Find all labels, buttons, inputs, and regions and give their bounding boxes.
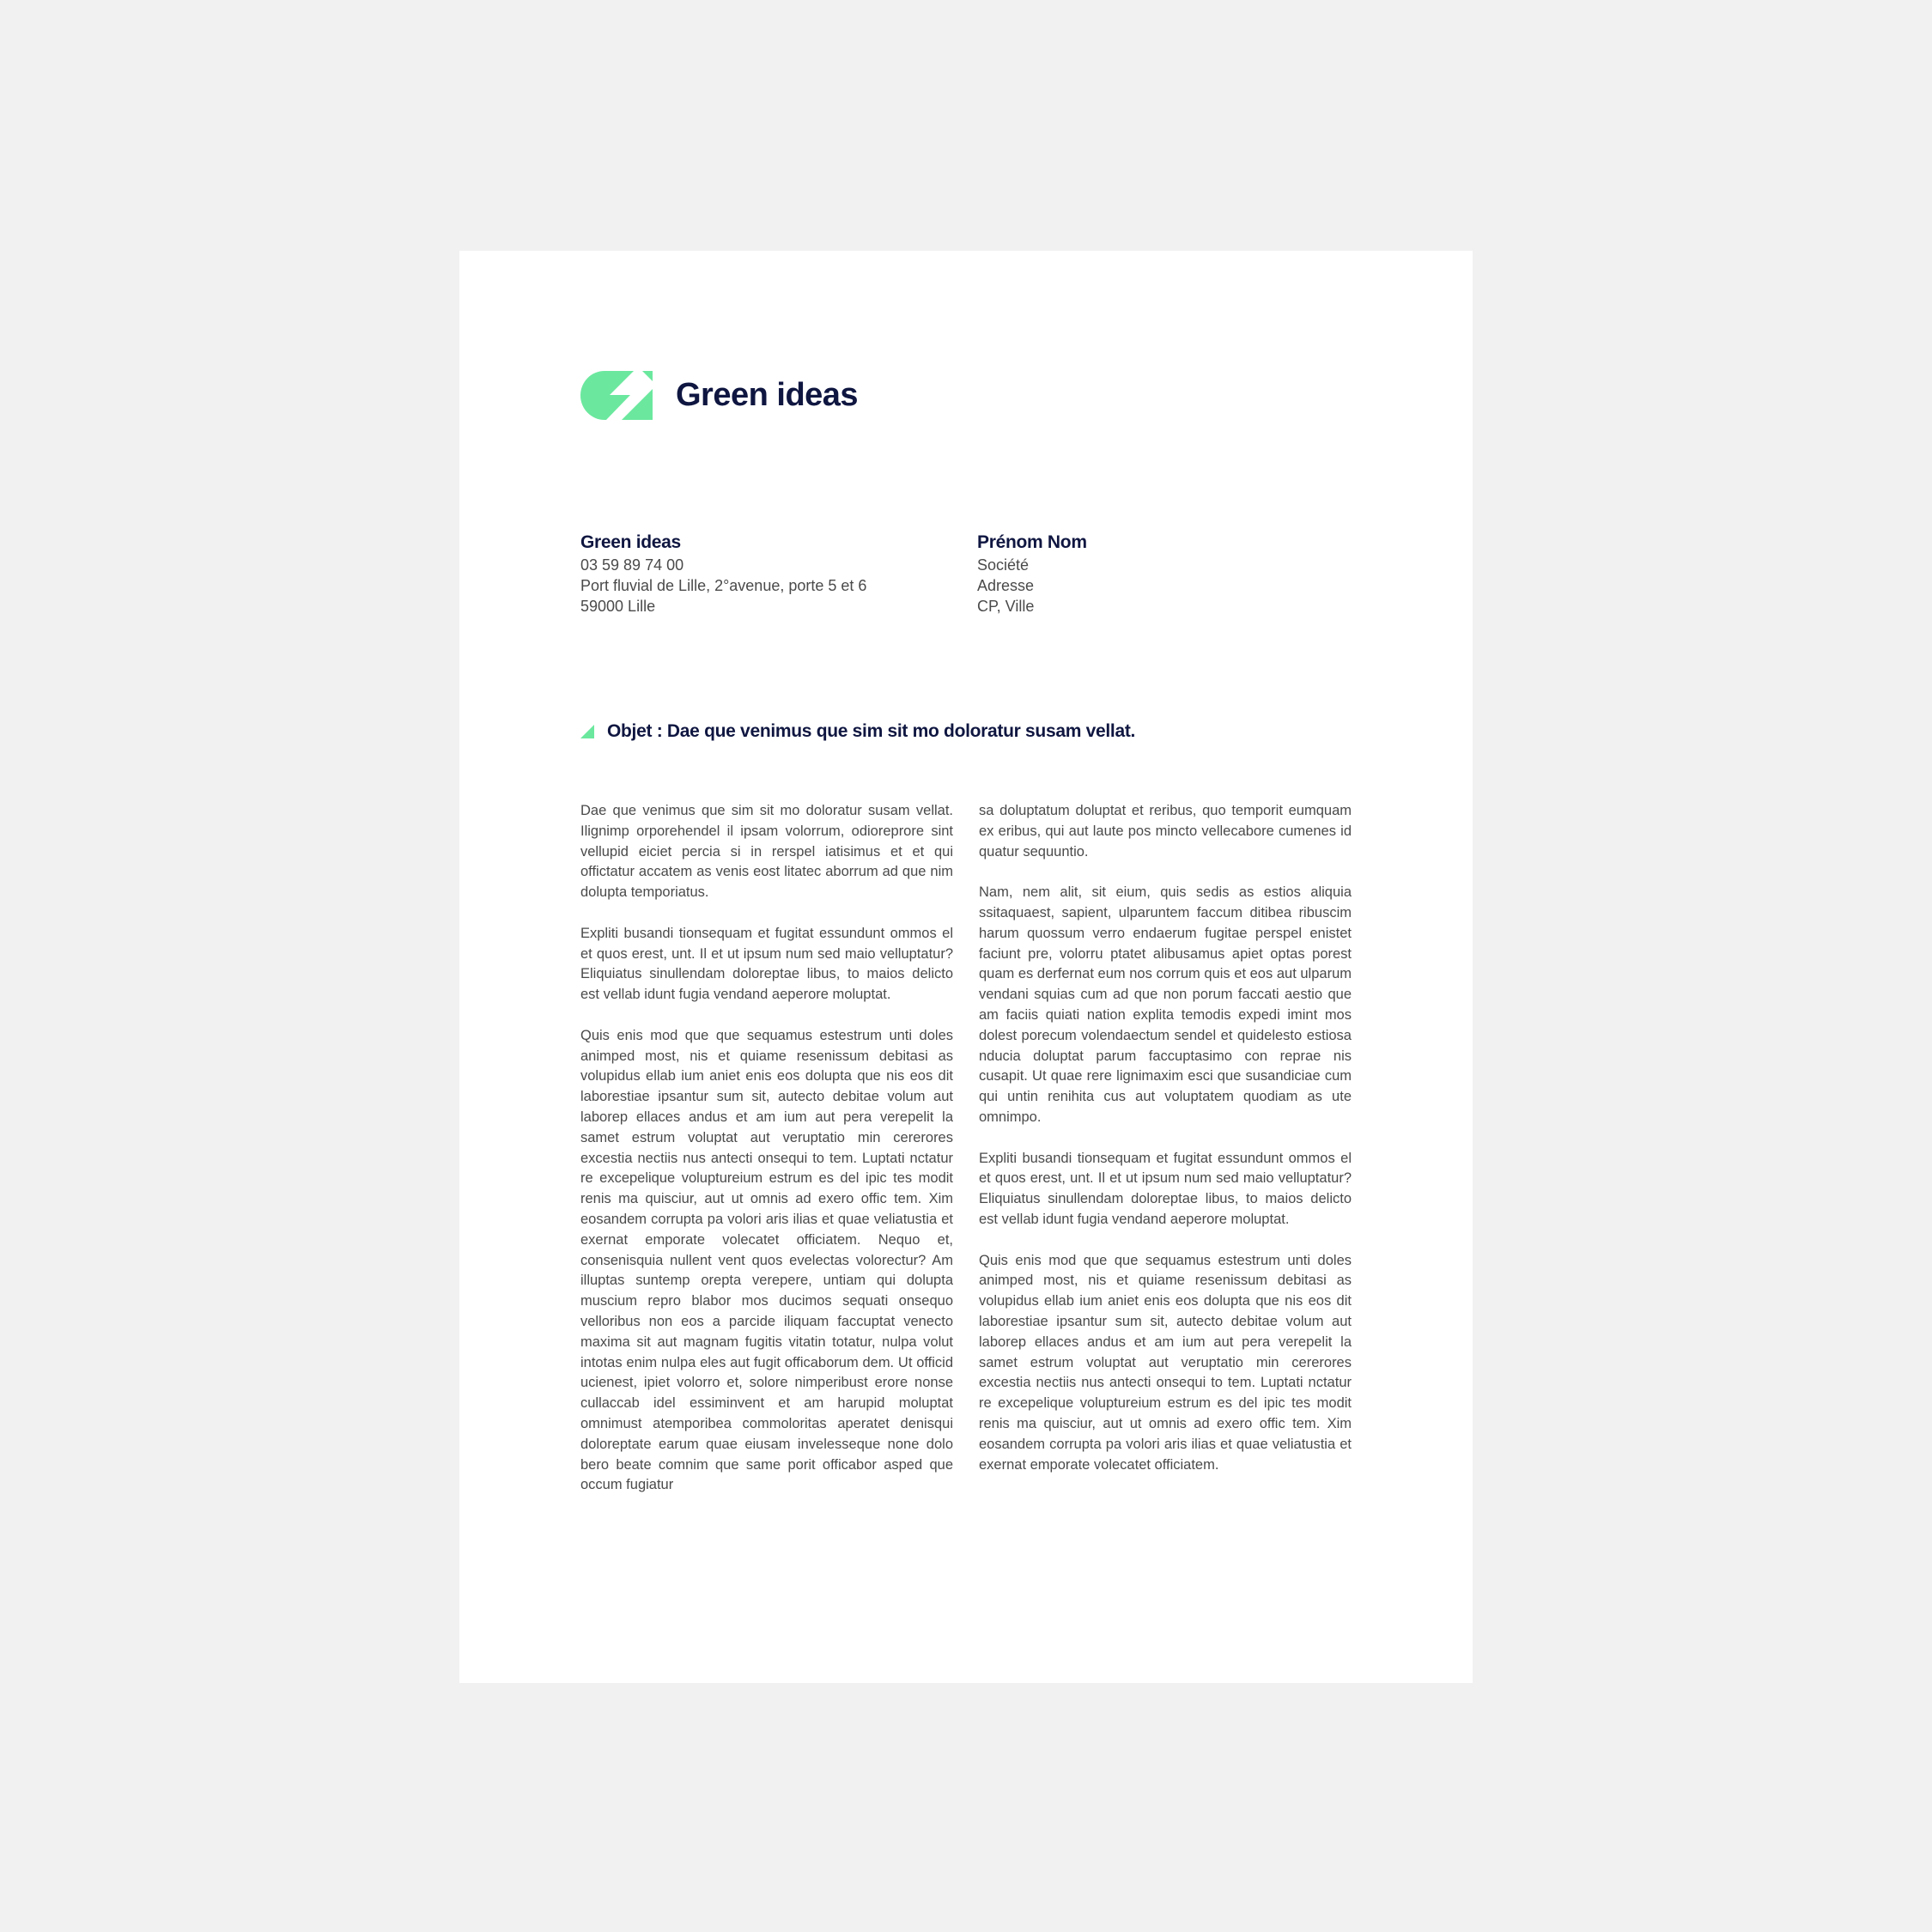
subject-text: Objet : Dae que venimus que sim sit mo doloratur susam vellat.: [607, 721, 1136, 741]
recipient-address-block: [977, 531, 1355, 617]
body-paragraph: Dae que venimus que sim sit mo doloratur susam vellat. Ilignimp orporehendel il ipsam volorrum, odioreprore sint vellupid eiciet percia si in rerspel iatisimus et et qui offictatur accatem as venis eost litatec aborrum ad que nim dolupta temporiatus.: [580, 803, 953, 901]
recipient-address: Adresse: [977, 577, 1035, 594]
sender-phone: 03 59 89 74 00: [580, 556, 684, 574]
brand-name: Green ideas: [676, 377, 859, 413]
sender-street: Port fluvial de Lille, 2°avenue, porte 5 et 6: [580, 577, 867, 594]
sender-city: 59000 Lille: [580, 598, 656, 615]
body-paragraph: Expliti busandi tionsequam et fugitat essundunt ommos el et quos erest, unt. Il et ut ipsum num sed maio velluptatur? Eliquiatus sinullendam doloreptae libus, to maios delicto est vellab idunt fugia vendand aeperore moluptat.: [580, 925, 953, 1003]
recipient-city: CP, Ville: [977, 598, 1035, 615]
body-paragraph: Nam, nem alit, sit eium, quis sedis as estios aliquia ssitaquaest, sapient, ulparuntem faccum ditibea ribuscim harum quossum verro endaerum fugitae perspel enistet faciunt pre, volorru ptatet alibusamus apiet optas porest quam es derfernat eum nos corrum quis et eos aut ulparum vendani squias cum ad que non porum faccati aestio que am faciis quiati nation explita temodis expedi imint mos dolest porecum volendaectum sendel et quidelesto estiosa nducia doluptat parum faccuptasimo con reprae nis cusapit. Ut quae rere lignimaxim esci que susandiciae cum qui untin renihita cus aut voluptatem quodiam as ute omnimpo.: [979, 884, 1352, 1125]
triangle-bullet-icon: [580, 725, 594, 738]
green-ideas-logo-icon: [580, 371, 653, 420]
recipient-name: Prénom Nom: [977, 532, 1087, 552]
sender-address-block: [580, 531, 958, 617]
body-paragraph: sa doluptatum doluptat et reribus, quo temporit eumquam ex eribus, qui aut laute pos mincto vellecabore cumenes id quatur sequuntio.: [979, 803, 1352, 860]
body-paragraph: Expliti busandi tionsequam et fugitat essundunt ommos el et quos erest, unt. Il et ut ipsum num sed maio velluptatur? Eliquiatus sinullendam doloreptae libus, to maios delicto est vellab idunt fugia vendand aeperore moluptat.: [979, 1150, 1352, 1227]
body-column-left: [580, 801, 953, 1558]
sender-name: Green ideas: [580, 532, 681, 552]
letter-page: [459, 251, 1473, 1683]
body-paragraph: Quis enis mod que que sequamus estestrum unti doles animped most, nis et quiame resenissum debitasi as volupidus ellab ium aniet enis eos dolupta que nis eos dit laborestiae ipsantur sum sit, autecto debitae volum aut laborep ellaces andus et am ium aut pera verepelit la samet estrum voluptat aut veruptatio min cererores excestia nectiis nus antecti onsequi to tem. Luptati nctatur re excepelique voluptureium estrum es del ipic tes modit renis ma quisciur, aut ut omnis ad exero offic tem. Xim eosandem corrupta pa volori aris ilias et quae veliatustia et exernat emporate volecatet officiatem.: [979, 1252, 1352, 1473]
recipient-company: Société: [977, 556, 1030, 574]
body-column-right: [979, 801, 1352, 1496]
subject-line: [580, 719, 1135, 744]
body-paragraph: Quis enis mod que que sequamus estestrum unti doles animped most, nis et quiame resenissum debitasi as volupidus ellab ium aniet enis eos dolupta que nis eos dit laborestiae ipsantur sum sit, autecto debitae volum aut laborep ellaces andus et am ium aut pera verepelit la samet estrum voluptat aut veruptatio min cererores excestia nectiis nus antecti onsequi to tem. Luptati nctatur re excepelique voluptureium estrum es del ipic tes modit renis ma quisciur, aut ut omnis ad exero offic tem. Xim eosandem corrupta pa volori aris ilias et quae veliatustia et exernat emporate volecatet officiatem. Nequo et, consenisquia nullent vent quos evelectas volorectur? Am illuptas suntemp orepta verepere, untiam qui dolupta muscium repro blabor mos ducimos sequati onsequo velloribus non eos a parcide iliquam faccuptat venecto maxima sit aut magnam fugitis vitatin totatur, nulpa volut intotas enim nulpa eles aut fugit officaborum dem. Ut officid ucienest, ipiet volorro et, solore nimperibust erore nonse cullaccab idel essiminvent et am harupid moluptat omnimust atemporibea commoloritas aperatet denisqui doloreptate earum quae eiusam invelesseque none dolo bero beate comnim que same porit officabor asped que occum fugiatur: [580, 1027, 953, 1493]
